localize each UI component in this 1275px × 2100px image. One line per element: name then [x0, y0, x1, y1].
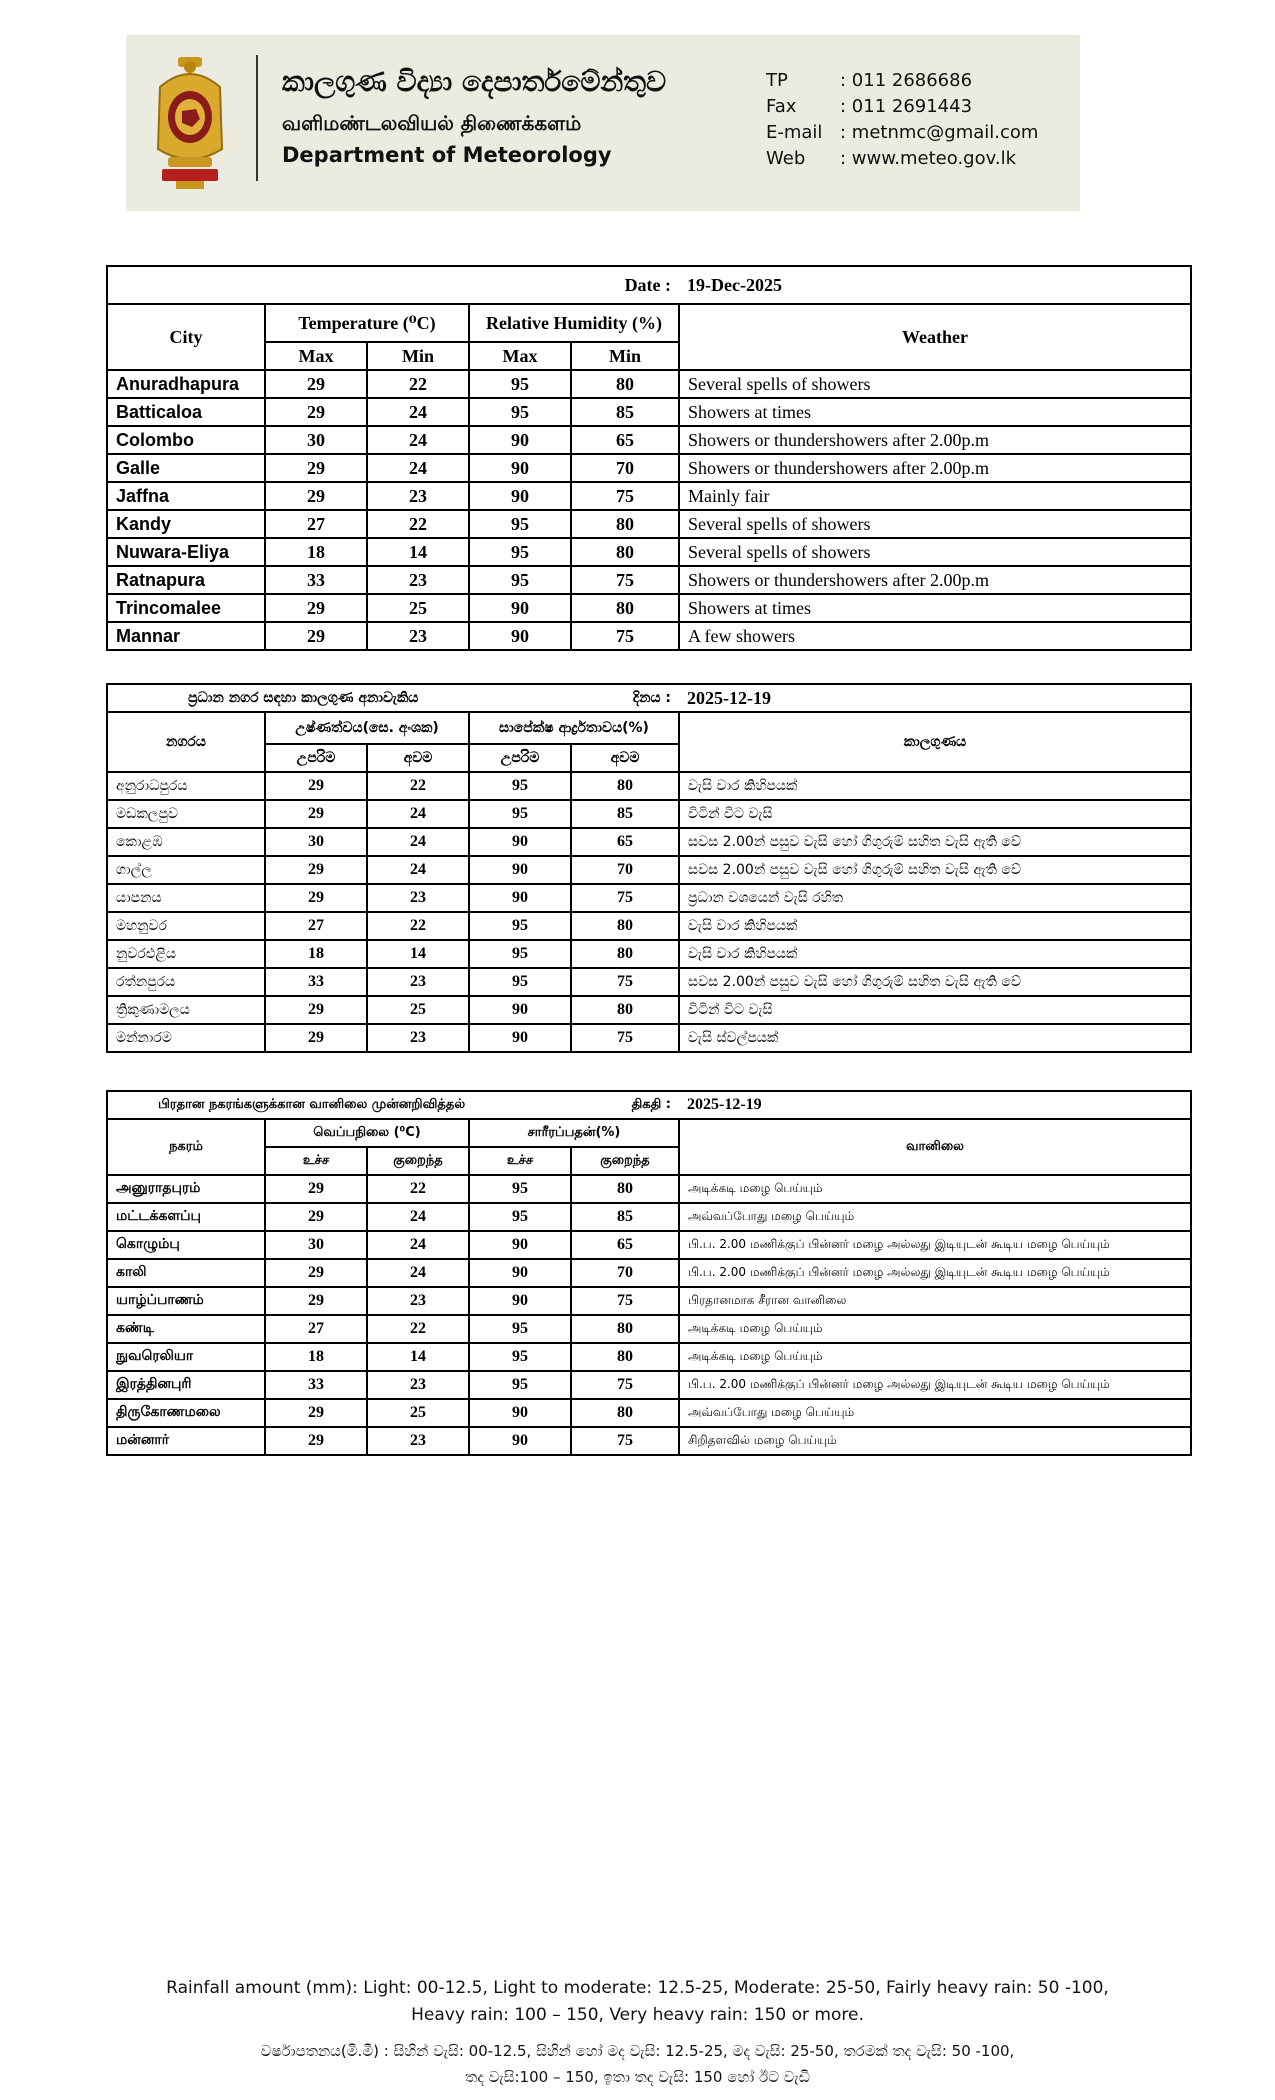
contact-phone: : 011 2686686	[840, 69, 973, 91]
sub-header-max: Max	[265, 342, 367, 370]
city-cell: Galle	[107, 454, 265, 482]
humidity-min-cell: 80	[571, 1315, 679, 1343]
forecast-table-sinhala	[106, 683, 1192, 1053]
temp-max-cell: 27	[265, 1315, 367, 1343]
temp-min-cell: 24	[367, 800, 469, 828]
humidity-min-cell: 70	[571, 454, 679, 482]
contact-label: Web	[766, 147, 806, 169]
temp-max-cell: 30	[265, 1231, 367, 1259]
weather-cell: Showers or thundershowers after 2.00p.m	[679, 566, 1191, 594]
humidity-max-cell: 95	[469, 398, 571, 426]
temp-min-cell: 24	[367, 454, 469, 482]
humidity-max-cell: 95	[469, 1203, 571, 1231]
temp-max-cell: 29	[265, 1399, 367, 1427]
humidity-min-cell: 80	[571, 772, 679, 800]
department-name-english: Department of Meteorology	[282, 143, 612, 167]
weather-cell: වැසි වාර කිහිපයක්	[679, 940, 1191, 968]
humidity-min-cell: 65	[571, 426, 679, 454]
weather-cell: සවස 2.00න් පසුව වැසි හෝ ගිගුරුම් සහිත වැසි ඇති වේ	[679, 968, 1191, 996]
city-cell: மட்டக்களப்பு	[107, 1203, 265, 1231]
temp-max-cell: 29	[265, 772, 367, 800]
department-name-tamil: வளிமண்டலவியல் திணைக்களம்	[282, 111, 582, 135]
city-cell: Colombo	[107, 426, 265, 454]
date-value: 2025-12-19	[679, 1091, 1191, 1119]
city-cell: திருகோணமலை	[107, 1399, 265, 1427]
temp-max-cell: 29	[265, 398, 367, 426]
city-cell: Mannar	[107, 622, 265, 650]
humidity-max-cell: 90	[469, 426, 571, 454]
sub-header-min: අවම	[367, 744, 469, 772]
humidity-max-cell: 90	[469, 622, 571, 650]
humidity-max-cell: 95	[469, 1343, 571, 1371]
city-cell: Anuradhapura	[107, 370, 265, 398]
col-header-city: நகரம்	[107, 1119, 265, 1175]
weather-cell: විටින් විට වැසි	[679, 800, 1191, 828]
temp-max-cell: 33	[265, 1371, 367, 1399]
weather-cell: සවස 2.00න් පසුව වැසි හෝ ගිගුරුම් සහිත වැසි ඇති වේ	[679, 828, 1191, 856]
weather-cell: அவ்வப்போது மழை பெய்யும்	[679, 1399, 1191, 1427]
humidity-max-cell: 95	[469, 1175, 571, 1203]
city-cell: இரத்தினபுரி	[107, 1371, 265, 1399]
temp-max-cell: 29	[265, 622, 367, 650]
humidity-max-cell: 95	[469, 538, 571, 566]
city-cell: රත්නපුරය	[107, 968, 265, 996]
humidity-min-cell: 75	[571, 622, 679, 650]
sub-header-max: Max	[469, 342, 571, 370]
temp-min-cell: 23	[367, 482, 469, 510]
temp-max-cell: 29	[265, 1427, 367, 1455]
col-header-temperature: Temperature (⁰C)	[265, 304, 469, 342]
city-cell: Ratnapura	[107, 566, 265, 594]
humidity-max-cell: 90	[469, 594, 571, 622]
date-label: දිනය :	[571, 684, 679, 712]
temp-max-cell: 30	[265, 828, 367, 856]
humidity-min-cell: 80	[571, 1399, 679, 1427]
weather-cell: அடிக்கடி மழை பெய்யும்	[679, 1343, 1191, 1371]
table-row	[107, 912, 1191, 940]
humidity-max-cell: 90	[469, 454, 571, 482]
contact-block	[766, 67, 1038, 171]
humidity-min-cell: 85	[571, 1203, 679, 1231]
city-cell: මඩකලපුව	[107, 800, 265, 828]
temp-min-cell: 23	[367, 1287, 469, 1315]
rainfall-legend-line: තද වැසි:100 – 150, ඉතා තද වැසි: 150 හෝ ඊට වැඩි	[465, 2068, 810, 2086]
temp-min-cell: 24	[367, 398, 469, 426]
date-value: 19-Dec-2025	[679, 266, 1191, 304]
temp-max-cell: 29	[265, 800, 367, 828]
contact-label: TP	[766, 69, 788, 91]
temp-min-cell: 24	[367, 1259, 469, 1287]
temp-min-cell: 24	[367, 426, 469, 454]
temp-min-cell: 22	[367, 912, 469, 940]
temp-max-cell: 29	[265, 594, 367, 622]
weather-cell: වැසි වාර කිහිපයක්	[679, 912, 1191, 940]
weather-cell: பிரதானமாக சீரான வானிலை	[679, 1287, 1191, 1315]
humidity-min-cell: 75	[571, 1024, 679, 1052]
city-cell: යාපනය	[107, 884, 265, 912]
temp-min-cell: 23	[367, 566, 469, 594]
humidity-min-cell: 70	[571, 1259, 679, 1287]
city-cell: அனுராதபுரம்	[107, 1175, 265, 1203]
sub-header-min: குறைந்த	[571, 1147, 679, 1175]
table-title: ප්‍රධාන නගර සඳහා කාලගුණ අනාවැකිය	[107, 684, 571, 712]
col-header-humidity: சாரீரப்பதன்(%)	[469, 1119, 679, 1147]
forecast-table-tamil	[106, 1090, 1192, 1456]
humidity-max-cell: 95	[469, 912, 571, 940]
temp-max-cell: 18	[265, 538, 367, 566]
contact-label: E-mail	[766, 121, 823, 143]
table-row	[107, 1399, 1191, 1427]
col-header-weather: Weather	[679, 304, 1191, 370]
humidity-max-cell: 90	[469, 996, 571, 1024]
city-cell: මහනුවර	[107, 912, 265, 940]
table-row	[107, 884, 1191, 912]
humidity-min-cell: 75	[571, 968, 679, 996]
weather-cell: Showers or thundershowers after 2.00p.m	[679, 454, 1191, 482]
col-header-humidity: සාපේක්ෂ ආර්ද්‍රතාවය(%)	[469, 712, 679, 744]
table-title: பிரதான நகரங்களுக்கான வானிலை முன்னறிவித்தல்	[107, 1091, 571, 1119]
sub-header-max: உச்ச	[469, 1147, 571, 1175]
temp-min-cell: 22	[367, 1175, 469, 1203]
humidity-min-cell: 75	[571, 1427, 679, 1455]
col-header-temperature: வெப்பநிலை (⁰C)	[265, 1119, 469, 1147]
table-row	[107, 800, 1191, 828]
weather-cell: Showers or thundershowers after 2.00p.m	[679, 426, 1191, 454]
temp-min-cell: 24	[367, 1203, 469, 1231]
temp-min-cell: 24	[367, 828, 469, 856]
humidity-min-cell: 75	[571, 482, 679, 510]
rainfall-legend-line: වර්ෂාපතනය(මි.මී) : සිහින් වැසි: 00-12.5, සිහින් හෝ මද වැසි: 12.5-25, මද වැසි: 25-50, තරමක් තද වැසි: 50 -100,	[260, 2042, 1015, 2060]
weather-cell: பி.ப. 2.00 மணிக்குப் பின்னர் மழை அல்லது இடியுடன் கூடிய மழை பெய்யும்	[679, 1259, 1191, 1287]
humidity-min-cell: 85	[571, 398, 679, 426]
contact-fax: : 011 2691443	[840, 95, 973, 117]
contact-email-link[interactable]: : metnmc@gmail.com	[840, 121, 1039, 143]
humidity-min-cell: 80	[571, 996, 679, 1024]
table-row	[107, 1231, 1191, 1259]
humidity-min-cell: 75	[571, 566, 679, 594]
humidity-max-cell: 95	[469, 940, 571, 968]
temp-max-cell: 29	[265, 1203, 367, 1231]
table-row	[107, 594, 1191, 622]
city-cell: නුවරඑළිය	[107, 940, 265, 968]
temp-min-cell: 23	[367, 884, 469, 912]
sub-header-max: උපරිම	[469, 744, 571, 772]
date-label: Date :	[107, 266, 679, 304]
humidity-min-cell: 65	[571, 828, 679, 856]
col-header-city: නගරය	[107, 712, 265, 772]
city-cell: கொழும்பு	[107, 1231, 265, 1259]
forecast-table-english	[106, 265, 1192, 651]
temp-max-cell: 29	[265, 1024, 367, 1052]
date-value: 2025-12-19	[679, 684, 1191, 712]
humidity-max-cell: 95	[469, 510, 571, 538]
temp-min-cell: 25	[367, 996, 469, 1024]
humidity-min-cell: 80	[571, 594, 679, 622]
city-cell: கண்டி	[107, 1315, 265, 1343]
table-row	[107, 772, 1191, 800]
temp-max-cell: 29	[265, 1287, 367, 1315]
city-cell: කොළඹ	[107, 828, 265, 856]
temp-max-cell: 29	[265, 884, 367, 912]
city-cell: මන්නාරම	[107, 1024, 265, 1052]
department-name-sinhala: කාලගුණ විද්‍යා දෙපාර්තමේන්තුව	[282, 65, 667, 98]
temp-min-cell: 14	[367, 1343, 469, 1371]
sub-header-min: Min	[571, 342, 679, 370]
weather-cell: அவ்வப்போது மழை பெய்யும்	[679, 1203, 1191, 1231]
temp-min-cell: 23	[367, 968, 469, 996]
temp-min-cell: 14	[367, 940, 469, 968]
humidity-max-cell: 90	[469, 1231, 571, 1259]
city-cell: யாழ்ப்பாணம்	[107, 1287, 265, 1315]
table-row	[107, 996, 1191, 1024]
humidity-max-cell: 90	[469, 1024, 571, 1052]
table-row	[107, 856, 1191, 884]
table-row	[107, 370, 1191, 398]
temp-max-cell: 29	[265, 370, 367, 398]
temp-max-cell: 33	[265, 566, 367, 594]
temp-max-cell: 29	[265, 482, 367, 510]
temp-min-cell: 22	[367, 772, 469, 800]
weather-cell: Several spells of showers	[679, 370, 1191, 398]
temp-min-cell: 14	[367, 538, 469, 566]
table-row	[107, 538, 1191, 566]
humidity-min-cell: 75	[571, 1287, 679, 1315]
city-cell: நுவரெலியா	[107, 1343, 265, 1371]
table-row	[107, 482, 1191, 510]
humidity-max-cell: 95	[469, 800, 571, 828]
city-cell: Kandy	[107, 510, 265, 538]
humidity-min-cell: 80	[571, 1175, 679, 1203]
weather-cell: சிறிதளவில் மழை பெய்யும்	[679, 1427, 1191, 1455]
weather-cell: A few showers	[679, 622, 1191, 650]
humidity-min-cell: 70	[571, 856, 679, 884]
weather-cell: වැසි ස්වල්පයක්	[679, 1024, 1191, 1052]
temp-max-cell: 29	[265, 996, 367, 1024]
rainfall-legend-line: Heavy rain: 100 – 150, Very heavy rain: 150 or more.	[411, 2005, 864, 2025]
contact-web-link[interactable]: : www.meteo.gov.lk	[840, 147, 1017, 169]
temp-max-cell: 29	[265, 856, 367, 884]
humidity-max-cell: 95	[469, 968, 571, 996]
humidity-max-cell: 95	[469, 1315, 571, 1343]
temp-min-cell: 24	[367, 1231, 469, 1259]
temp-max-cell: 29	[265, 1175, 367, 1203]
temp-max-cell: 29	[265, 454, 367, 482]
temp-min-cell: 23	[367, 1371, 469, 1399]
weather-cell: වැසි වාර කිහිපයක්	[679, 772, 1191, 800]
table-row	[107, 1175, 1191, 1203]
humidity-min-cell: 80	[571, 538, 679, 566]
sri-lanka-emblem-icon	[148, 57, 232, 189]
temp-min-cell: 25	[367, 1399, 469, 1427]
contact-label: Fax	[766, 95, 797, 117]
temp-max-cell: 27	[265, 912, 367, 940]
weather-cell: Showers at times	[679, 594, 1191, 622]
humidity-min-cell: 80	[571, 370, 679, 398]
humidity-min-cell: 75	[571, 1371, 679, 1399]
table-row	[107, 1371, 1191, 1399]
table-row	[107, 968, 1191, 996]
table-row	[107, 1343, 1191, 1371]
humidity-max-cell: 90	[469, 884, 571, 912]
temp-min-cell: 22	[367, 1315, 469, 1343]
humidity-min-cell: 80	[571, 510, 679, 538]
humidity-max-cell: 90	[469, 1259, 571, 1287]
table-row	[107, 398, 1191, 426]
col-header-humidity: Relative Humidity (%)	[469, 304, 679, 342]
sub-header-min: Min	[367, 342, 469, 370]
city-cell: காலி	[107, 1259, 265, 1287]
temp-max-cell: 29	[265, 1259, 367, 1287]
humidity-max-cell: 95	[469, 370, 571, 398]
temp-min-cell: 23	[367, 1427, 469, 1455]
table-row	[107, 510, 1191, 538]
weather-cell: විටින් විට වැසි	[679, 996, 1191, 1024]
city-cell: மன்னார்	[107, 1427, 265, 1455]
weather-cell: Mainly fair	[679, 482, 1191, 510]
temp-min-cell: 22	[367, 510, 469, 538]
temp-min-cell: 24	[367, 856, 469, 884]
rainfall-legend-sinhala	[0, 2038, 1275, 2090]
weather-cell: Several spells of showers	[679, 538, 1191, 566]
rainfall-legend-line: Rainfall amount (mm): Light: 00-12.5, Light to moderate: 12.5-25, Moderate: 25-50, Fairly heavy rain: 50 -100,	[166, 1978, 1109, 1998]
temp-max-cell: 18	[265, 1343, 367, 1371]
table-row	[107, 454, 1191, 482]
sub-header-max: உச்ச	[265, 1147, 367, 1175]
humidity-max-cell: 90	[469, 1287, 571, 1315]
weather-cell: Showers at times	[679, 398, 1191, 426]
header-divider	[256, 55, 258, 181]
table-row	[107, 1259, 1191, 1287]
weather-cell: Several spells of showers	[679, 510, 1191, 538]
rainfall-legend-english	[0, 1975, 1275, 2029]
temp-min-cell: 25	[367, 594, 469, 622]
weather-cell: ප්‍රධාන වශයෙන් වැසි රහිත	[679, 884, 1191, 912]
humidity-min-cell: 75	[571, 884, 679, 912]
humidity-min-cell: 80	[571, 940, 679, 968]
weather-cell: அடிக்கடி மழை பெய்யும்	[679, 1315, 1191, 1343]
table-row	[107, 1024, 1191, 1052]
city-cell: Trincomalee	[107, 594, 265, 622]
humidity-min-cell: 85	[571, 800, 679, 828]
date-label: திகதி :	[571, 1091, 679, 1119]
table-row	[107, 426, 1191, 454]
humidity-max-cell: 90	[469, 856, 571, 884]
table-row	[107, 566, 1191, 594]
temp-max-cell: 18	[265, 940, 367, 968]
humidity-min-cell: 80	[571, 1343, 679, 1371]
city-cell: Nuwara-Eliya	[107, 538, 265, 566]
table-row	[107, 940, 1191, 968]
table-row	[107, 1427, 1191, 1455]
weather-cell: பி.ப. 2.00 மணிக்குப் பின்னர் மழை அல்லது இடியுடன் கூடிய மழை பெய்யும்	[679, 1231, 1191, 1259]
weather-cell: பி.ப. 2.00 மணிக்குப் பின்னர் மழை அல்லது இடியுடன் கூடிய மழை பெய்யும்	[679, 1371, 1191, 1399]
city-cell: ගාල්ල	[107, 856, 265, 884]
table-row	[107, 1203, 1191, 1231]
letterhead	[126, 35, 1080, 211]
temp-max-cell: 30	[265, 426, 367, 454]
table-row	[107, 1287, 1191, 1315]
humidity-max-cell: 95	[469, 1371, 571, 1399]
city-cell: ත්‍රිකුණාමලය	[107, 996, 265, 1024]
sub-header-min: குறைந்த	[367, 1147, 469, 1175]
temp-min-cell: 23	[367, 622, 469, 650]
temp-max-cell: 27	[265, 510, 367, 538]
humidity-max-cell: 90	[469, 482, 571, 510]
city-cell: Jaffna	[107, 482, 265, 510]
col-header-city: City	[107, 304, 265, 370]
humidity-min-cell: 80	[571, 912, 679, 940]
temp-max-cell: 33	[265, 968, 367, 996]
sub-header-min: අවම	[571, 744, 679, 772]
city-cell: අනුරාධපුරය	[107, 772, 265, 800]
temp-min-cell: 23	[367, 1024, 469, 1052]
humidity-min-cell: 65	[571, 1231, 679, 1259]
temp-min-cell: 22	[367, 370, 469, 398]
col-header-weather: வானிலை	[679, 1119, 1191, 1175]
humidity-max-cell: 95	[469, 566, 571, 594]
humidity-max-cell: 90	[469, 1399, 571, 1427]
weather-cell: සවස 2.00න් පසුව වැසි හෝ ගිගුරුම් සහිත වැසි ඇති වේ	[679, 856, 1191, 884]
col-header-temperature: උෂ්ණත්වය(සෙ. අංශක)	[265, 712, 469, 744]
table-row	[107, 828, 1191, 856]
table-row	[107, 622, 1191, 650]
city-cell: Batticaloa	[107, 398, 265, 426]
humidity-max-cell: 90	[469, 828, 571, 856]
weather-cell: அடிக்கடி மழை பெய்யும்	[679, 1175, 1191, 1203]
col-header-weather: කාලගුණය	[679, 712, 1191, 772]
sub-header-max: උපරිම	[265, 744, 367, 772]
humidity-max-cell: 90	[469, 1427, 571, 1455]
humidity-max-cell: 95	[469, 772, 571, 800]
table-row	[107, 1315, 1191, 1343]
